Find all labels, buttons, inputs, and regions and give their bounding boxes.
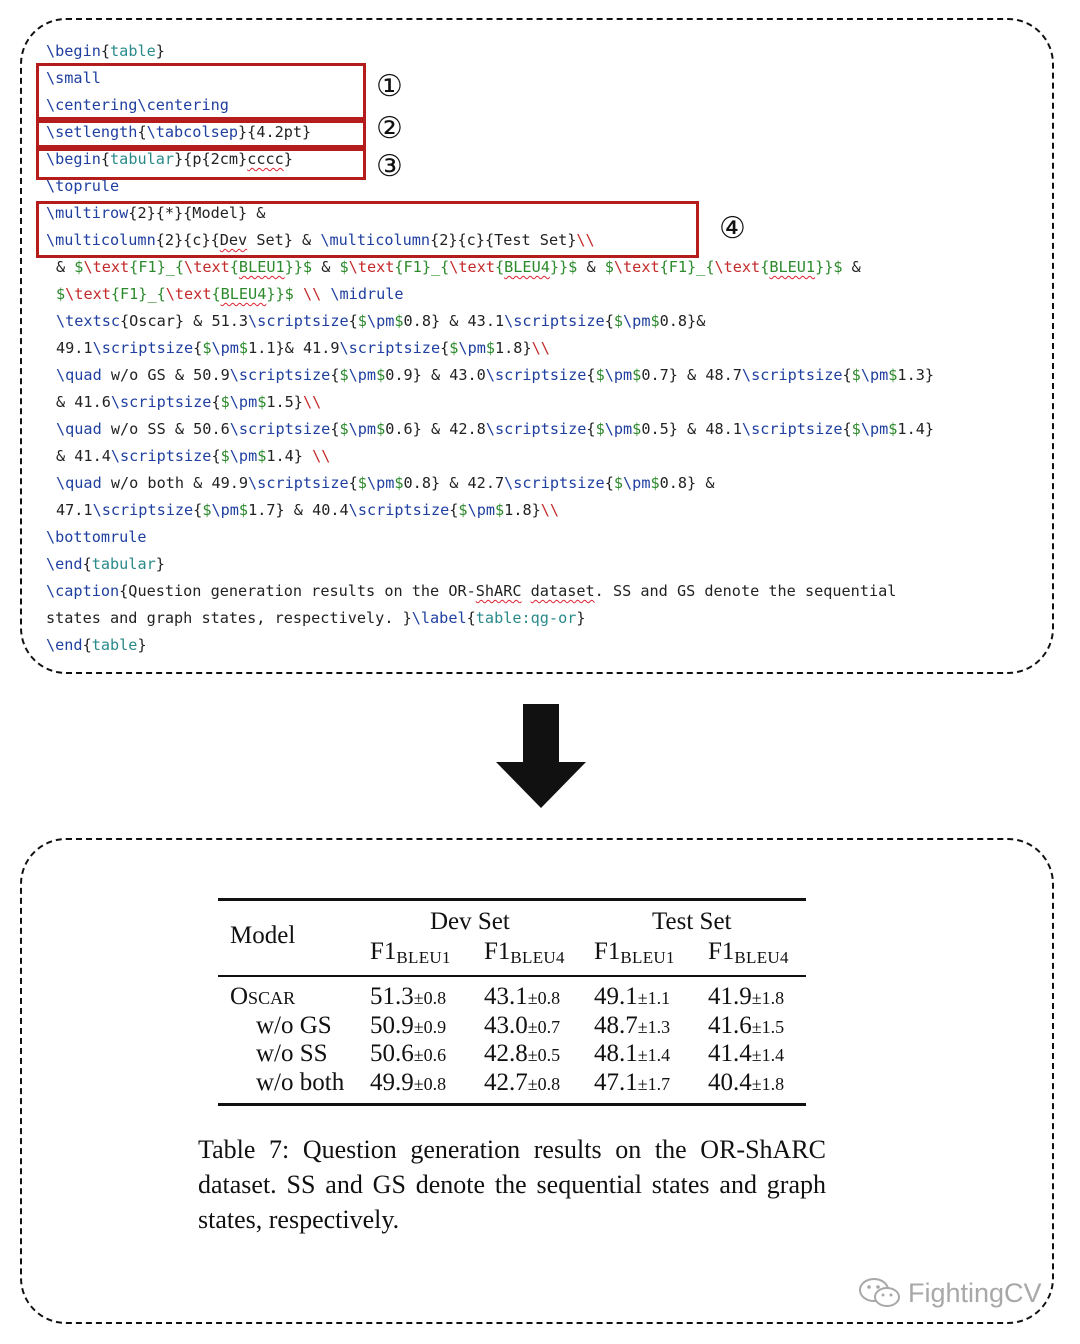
annotation-number-1: ① <box>376 69 403 104</box>
code-token: \\ <box>302 285 322 303</box>
code-token: $ <box>56 285 66 303</box>
code-token: 1.8} <box>504 501 541 519</box>
row-label: Oscar <box>230 983 296 1010</box>
cell-value: 41.4 <box>708 1040 752 1067</box>
table-caption: Table 7: Question generation results on the OR-ShARC dataset. SS and GS denote the sequential states and graph states, respectively. <box>198 1135 826 1234</box>
annotation-box-3 <box>36 148 366 180</box>
code-token: tabular <box>110 150 175 168</box>
code-token: \scriptsize <box>485 366 587 384</box>
code-token: 1.3} <box>897 366 934 384</box>
table-cell <box>484 1012 560 1040</box>
cell-std: ±0.7 <box>527 1016 561 1037</box>
code-token: $ <box>357 474 367 492</box>
code-token: } <box>283 150 293 168</box>
code-token: $ <box>632 420 642 438</box>
code-token: Dev <box>219 231 248 249</box>
code-token: { <box>211 447 221 465</box>
cell-value: 41.6 <box>708 1011 752 1039</box>
code-token: $ <box>495 501 505 519</box>
code-line <box>46 578 934 605</box>
code-token: \multicolumn <box>320 231 431 249</box>
annotation-box-4 <box>36 201 699 258</box>
code-token: $ <box>485 339 496 357</box>
code-token: \scriptsize <box>92 501 194 519</box>
code-token: 1.8} <box>495 339 532 357</box>
watermark <box>858 1276 1042 1310</box>
code-token: { <box>348 312 358 330</box>
code-line <box>46 524 934 551</box>
cell-std: ±1.8 <box>751 1073 785 1094</box>
annotation-number-3: ③ <box>376 149 403 184</box>
group-header-dev: Dev Set <box>430 908 510 935</box>
code-token: \\ <box>312 447 331 465</box>
code-token: { <box>760 258 770 276</box>
code-token: { <box>82 636 92 654</box>
code-token: 0.8} & <box>659 474 715 492</box>
code-token: {F1}_{ <box>129 258 185 276</box>
metric-sub: BLEU4 <box>734 948 789 967</box>
table-cell <box>370 1069 446 1097</box>
table-cell <box>594 1069 670 1097</box>
code-token: $ <box>376 366 386 384</box>
cell-value: 48.7 <box>594 1011 638 1039</box>
code-token: \pm <box>860 420 889 438</box>
code-token: $ <box>202 339 212 357</box>
code-token: \quad <box>56 474 102 492</box>
code-token: $ <box>851 366 861 384</box>
code-token: \text <box>348 258 395 276</box>
cell-std: ±0.8 <box>527 1073 561 1094</box>
code-token: \scriptsize <box>110 447 212 465</box>
code-token: $ <box>394 474 404 492</box>
code-line <box>46 551 934 578</box>
code-token: } <box>155 555 165 573</box>
cell-std: ±1.5 <box>751 1016 785 1037</box>
code-token: 47.1 <box>56 501 93 519</box>
code-token: \scriptsize <box>741 366 843 384</box>
code-token: & 41.6 <box>56 393 111 411</box>
code-token: \\ <box>540 501 560 519</box>
code-token: { <box>193 339 203 357</box>
code-token: tabular <box>91 555 156 573</box>
code-token: \end <box>46 555 83 573</box>
code-token: & <box>577 258 605 276</box>
code-token: $ <box>339 258 349 276</box>
code-token: \pm <box>467 501 496 519</box>
code-token: \scriptsize <box>485 420 587 438</box>
code-token: \text <box>65 285 111 303</box>
code-token: { <box>229 258 239 276</box>
table-cell <box>594 1040 670 1068</box>
cell-value: 42.7 <box>484 1068 528 1096</box>
table-cell <box>708 1040 784 1068</box>
code-token: \pm <box>348 366 377 384</box>
code-token: }}$ <box>266 285 294 303</box>
cell-value: 42.8 <box>484 1040 528 1067</box>
bottom-rule <box>218 1103 806 1106</box>
code-line <box>46 389 934 416</box>
code-token: w/o both & 49.9 <box>101 474 249 492</box>
code-token: \pm <box>604 420 633 438</box>
cell-std: ±1.7 <box>637 1073 671 1094</box>
code-token: { <box>604 312 614 330</box>
cell-std: ±1.8 <box>751 988 785 1008</box>
code-token: \centering\centering <box>46 96 229 114</box>
code-token: $ <box>888 366 898 384</box>
code-token: \pm <box>623 312 651 330</box>
code-token: BLEU4 <box>220 285 267 303</box>
code-token: $ <box>238 501 249 519</box>
code-token: \begin <box>46 150 101 168</box>
code-token: } <box>137 636 147 654</box>
cell-std: ±1.1 <box>637 988 671 1008</box>
code-token: \pm <box>458 339 486 357</box>
code-token: table <box>91 636 138 654</box>
code-token: \scriptsize <box>504 312 605 330</box>
code-token: \quad <box>56 366 102 384</box>
code-token: }{p{2cm} <box>174 150 248 168</box>
code-token: { <box>330 420 340 438</box>
code-token: & <box>56 258 75 276</box>
code-token: { <box>586 366 596 384</box>
code-token: BLEU1 <box>769 258 816 276</box>
code-token: \pm <box>623 474 651 492</box>
table-cell <box>594 1012 670 1040</box>
code-token: 1.4} <box>266 447 313 465</box>
code-token: 0.9} & 43.0 <box>385 366 486 384</box>
cell-std: ±1.4 <box>637 1045 671 1065</box>
code-token: & <box>842 258 861 276</box>
code-token: \text <box>714 258 761 276</box>
code-token: { <box>100 42 111 60</box>
code-token: $ <box>257 447 267 465</box>
code-token: { <box>137 123 147 141</box>
top-rule <box>218 898 806 901</box>
metric-main: F1 <box>708 938 735 965</box>
code-token: { <box>466 609 476 627</box>
code-token: {F1}_{ <box>394 258 450 276</box>
down-arrow-icon <box>496 704 586 808</box>
metric-header <box>484 938 565 966</box>
code-token: { <box>193 501 203 519</box>
code-line <box>46 470 934 497</box>
code-token: { <box>211 393 221 411</box>
row-label: w/o both <box>256 1068 345 1096</box>
code-token: $ <box>394 312 404 330</box>
code-token: \pm <box>366 474 395 492</box>
code-token: $ <box>613 312 624 330</box>
code-token: { <box>494 258 505 276</box>
code-token: & 41.4 <box>56 447 111 465</box>
code-token: $ <box>202 501 212 519</box>
code-token: { <box>440 339 450 357</box>
code-token: table <box>110 42 156 60</box>
code-token: { <box>586 420 596 438</box>
metric-sub: BLEU4 <box>510 948 565 967</box>
group-header-test: Test Set <box>652 908 732 935</box>
code-token: 1.5} <box>266 393 303 411</box>
code-token: $ <box>650 474 660 492</box>
code-token: $ <box>613 474 624 492</box>
code-token: $ <box>595 420 605 438</box>
watermark-text: FightingCV <box>908 1277 1042 1308</box>
code-token: 1.7} & 40.4 <box>248 501 349 519</box>
cell-value: 43.0 <box>484 1011 528 1039</box>
code-token: \scriptsize <box>504 474 605 492</box>
code-token: $ <box>238 339 249 357</box>
metric-header <box>708 938 789 966</box>
table-cell <box>708 983 784 1011</box>
code-token: 1.4} <box>897 420 934 438</box>
code-token: $ <box>74 258 84 276</box>
cell-std: ±0.8 <box>413 988 447 1008</box>
code-token: \toprule <box>46 177 120 195</box>
code-token: { <box>449 501 459 519</box>
code-token: \pm <box>366 312 395 330</box>
cell-value: 50.9 <box>370 1011 414 1039</box>
code-token: \scriptsize <box>229 366 331 384</box>
code-token: $ <box>339 420 349 438</box>
code-token: \\ <box>531 339 550 357</box>
cell-value: 40.4 <box>708 1068 752 1096</box>
cell-value: 50.6 <box>370 1040 414 1067</box>
metric-header <box>370 938 451 966</box>
code-token: {2}{c}{ <box>155 231 220 249</box>
code-token: \quad <box>56 420 102 438</box>
code-token: $ <box>376 420 386 438</box>
code-token: \scriptsize <box>110 393 212 411</box>
code-token: \text <box>449 258 495 276</box>
code-token: \pm <box>229 393 258 411</box>
code-token: \pm <box>229 447 258 465</box>
code-token: w/o GS & 50.9 <box>101 366 230 384</box>
code-token: . SS and GS denote the sequential <box>594 582 897 600</box>
code-token: { <box>604 474 614 492</box>
code-token: $ <box>632 366 642 384</box>
code-token: }{4.2pt} <box>238 123 312 141</box>
code-token: } <box>155 42 165 60</box>
code-line <box>46 632 934 659</box>
code-token: \textsc <box>56 312 121 330</box>
metric-header <box>594 938 675 966</box>
code-line <box>46 281 934 308</box>
code-token: }}$ <box>815 258 843 276</box>
code-line <box>46 605 934 632</box>
code-token: BLEU4 <box>504 258 550 276</box>
code-line <box>46 362 934 389</box>
code-line <box>46 38 934 65</box>
annotation-box-2 <box>36 120 366 148</box>
code-token <box>294 285 303 303</box>
metric-sub: BLEU1 <box>620 948 675 967</box>
table-cell <box>484 1069 560 1097</box>
code-token: \text <box>165 285 212 303</box>
table-cell <box>708 1069 784 1097</box>
cell-value: 48.1 <box>594 1040 638 1067</box>
code-token: $ <box>650 312 660 330</box>
code-token: 0.7} & 48.7 <box>641 366 742 384</box>
code-token: {Question generation results on the OR- <box>119 582 476 600</box>
code-token: \begin <box>46 42 101 60</box>
metric-sub: BLEU1 <box>396 948 451 967</box>
code-token: \scriptsize <box>248 474 349 492</box>
wechat-icon <box>858 1276 902 1310</box>
code-token: $ <box>220 447 230 465</box>
annotation-number-2: ② <box>376 111 403 146</box>
table-cell <box>594 983 670 1011</box>
model-header: Model <box>230 922 296 949</box>
cell-std: ±0.8 <box>413 1073 447 1094</box>
code-token: cccc <box>247 150 284 168</box>
code-token: ShARC <box>475 582 522 600</box>
row-label: w/o GS <box>256 1011 332 1039</box>
code-token: $ <box>257 393 267 411</box>
code-token: $ <box>357 312 367 330</box>
metric-main: F1 <box>484 938 511 965</box>
code-token: $ <box>851 420 861 438</box>
code-token: 0.8}& <box>659 312 706 330</box>
code-token: states and graph states, respectively. } <box>46 609 412 627</box>
code-token: 0.5} & 48.1 <box>641 420 742 438</box>
code-token: {F1}_{ <box>659 258 715 276</box>
code-token: $ <box>339 366 349 384</box>
code-token: { <box>211 285 221 303</box>
code-token: { <box>842 366 852 384</box>
code-token: }}$ <box>549 258 578 276</box>
code-token: { <box>842 420 852 438</box>
code-token: $ <box>449 339 459 357</box>
code-token: table:qg-or <box>475 609 577 627</box>
cell-value: 51.3 <box>370 983 414 1010</box>
code-token: { <box>100 150 111 168</box>
code-token <box>521 582 530 600</box>
cell-value: 43.1 <box>484 983 528 1010</box>
mid-rule <box>218 975 806 977</box>
table-cell <box>484 983 560 1011</box>
code-token: \pm <box>348 420 377 438</box>
code-token: \pm <box>860 366 889 384</box>
code-token: \caption <box>46 582 120 600</box>
code-token: & <box>312 258 340 276</box>
code-token: {2}{c}{Test Set} <box>430 231 577 249</box>
code-token: 0.8} & 42.7 <box>403 474 505 492</box>
code-token: \midrule <box>330 285 404 303</box>
code-token: w/o SS & 50.6 <box>101 420 230 438</box>
code-token: 1.1}& 41.9 <box>248 339 340 357</box>
code-token: 49.1 <box>56 339 93 357</box>
cell-std: ±0.9 <box>413 1016 447 1037</box>
code-token: $ <box>595 366 605 384</box>
code-token: \bottomrule <box>46 528 147 546</box>
cell-value: 41.9 <box>708 983 752 1010</box>
cell-value: 47.1 <box>594 1068 638 1096</box>
code-token: {Oscar} & 51.3 <box>120 312 249 330</box>
code-token: \scriptsize <box>248 312 349 330</box>
code-token: 0.8} & 43.1 <box>403 312 505 330</box>
code-token: $ <box>220 393 230 411</box>
code-token: \tabcolsep <box>146 123 239 141</box>
metric-main: F1 <box>594 938 621 965</box>
code-token: { <box>330 366 340 384</box>
code-token: { <box>82 555 92 573</box>
code-token: dataset <box>530 582 595 600</box>
code-token: \multirow <box>46 204 129 222</box>
code-token: \\ <box>576 231 595 249</box>
code-token: \scriptsize <box>741 420 843 438</box>
code-token: \scriptsize <box>92 339 194 357</box>
code-line <box>46 497 934 524</box>
cell-std: ±0.6 <box>413 1045 447 1065</box>
code-line <box>46 254 934 281</box>
code-token: $ <box>888 420 898 438</box>
code-token: \scriptsize <box>348 501 450 519</box>
code-token: { <box>348 474 358 492</box>
code-line <box>46 308 934 335</box>
code-token: \text <box>83 258 130 276</box>
code-token: \setlength <box>46 123 138 141</box>
code-line <box>46 416 934 443</box>
code-token: BLEU1 <box>238 258 285 276</box>
code-token: }}$ <box>284 258 313 276</box>
cell-std: ±1.3 <box>637 1016 671 1037</box>
code-token: \scriptsize <box>339 339 441 357</box>
annotation-box-1 <box>36 63 366 120</box>
code-token: Set} & <box>247 231 321 249</box>
row-label: w/o SS <box>256 1040 328 1067</box>
code-token: 0.6} & 42.8 <box>385 420 486 438</box>
cell-value: 49.9 <box>370 1068 414 1096</box>
cell-std: ±1.4 <box>751 1045 785 1065</box>
code-token: \pm <box>211 339 239 357</box>
code-token: } <box>576 609 586 627</box>
code-line <box>46 335 934 362</box>
code-token: \end <box>46 636 83 654</box>
code-line <box>46 443 934 470</box>
cell-std: ±0.5 <box>527 1045 561 1065</box>
code-token: $ <box>604 258 614 276</box>
code-token: $ <box>458 501 468 519</box>
table-cell <box>708 1012 784 1040</box>
code-token: \label <box>411 609 467 627</box>
cell-std: ±0.8 <box>527 988 561 1008</box>
table-cell <box>370 1012 446 1040</box>
table-cell <box>484 1040 560 1068</box>
code-token: {2}{*}{Model} & <box>128 204 266 222</box>
code-token: \small <box>46 69 101 87</box>
cell-value: 49.1 <box>594 983 638 1010</box>
table-cell <box>370 983 446 1011</box>
code-token: {F1}_{ <box>110 285 166 303</box>
code-token: \\ <box>302 393 322 411</box>
code-token: \pm <box>211 501 239 519</box>
code-token: \scriptsize <box>229 420 331 438</box>
code-token: \pm <box>604 366 633 384</box>
code-token: \text <box>613 258 660 276</box>
metric-main: F1 <box>370 938 397 965</box>
code-token: \text <box>184 258 230 276</box>
code-token: \multicolumn <box>46 231 156 249</box>
annotation-number-4: ④ <box>719 211 746 246</box>
table-cell <box>370 1040 446 1068</box>
